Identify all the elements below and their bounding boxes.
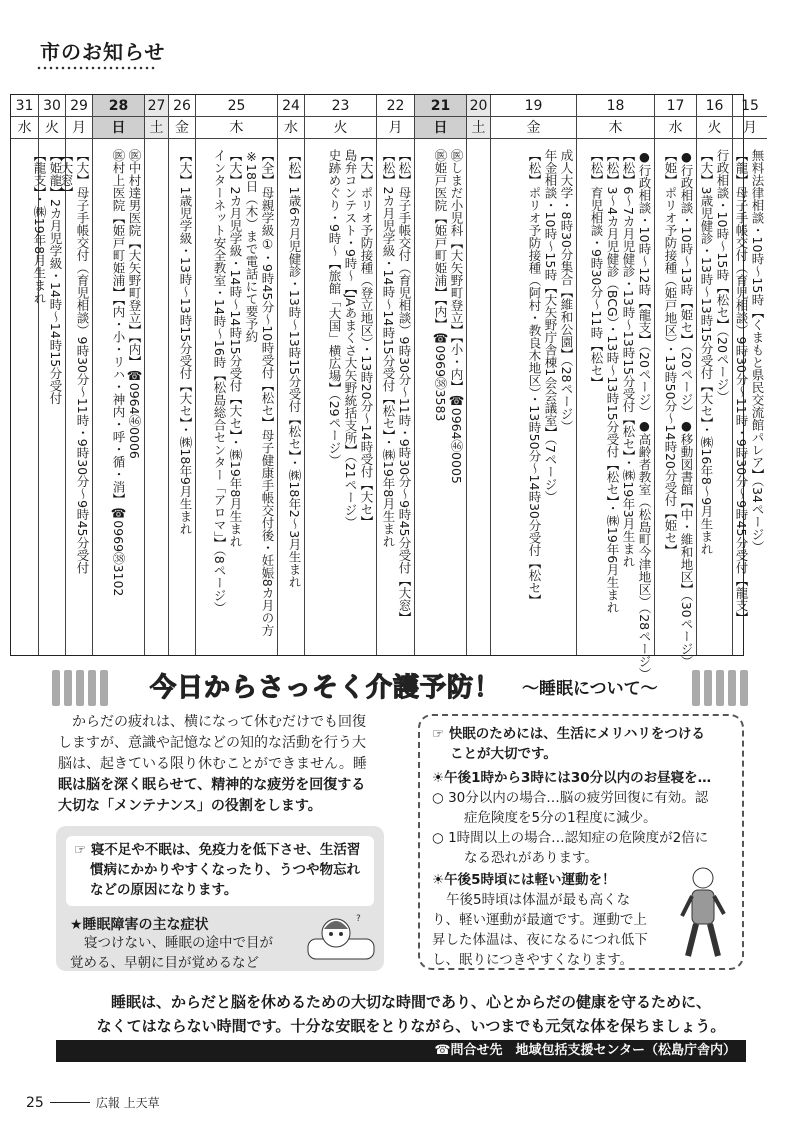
day-number: 25 (196, 95, 277, 117)
title-underline-dots (36, 66, 156, 70)
weekday: 木 (577, 117, 654, 139)
publication-name: 広報 上天草 (95, 1096, 160, 1110)
day-number: 15 (733, 95, 767, 117)
day-number: 21 (415, 95, 466, 117)
day-number: 19 (491, 95, 576, 117)
weekday: 火 (39, 117, 65, 139)
day-number: 26 (169, 95, 195, 117)
event-entry: ㊩中村達男医院【大矢野町登立】【内】☎0964㊻0006 (127, 149, 142, 459)
exercise-text: り、軽い運動が最適です。運動で上 (432, 912, 647, 928)
day-events (577, 143, 654, 681)
weekday: 日 (93, 117, 144, 139)
symptoms-line: 覚める、早朝に目が覚めるなど (70, 955, 259, 971)
day-number: 24 (278, 95, 304, 117)
day-column (466, 95, 490, 655)
nap-point: ○ 30分以内の場合…脳の疲労回復に有効。認 (432, 790, 709, 806)
exercise-subheading: ☀午後5時頃には軽い運動を！ (432, 872, 616, 888)
warning-note (66, 836, 374, 906)
day-column (304, 95, 376, 655)
day-events (697, 143, 732, 655)
event-entry: インターネット安全教室・14時～16時【松島総合センター「アロマ」】（8ページ） (212, 149, 227, 614)
summary-line: 睡眠は、からだと脳を休めるための大切な時間であり、心とからだの健康を守るために、 (110, 993, 711, 1011)
intro-text (58, 712, 398, 817)
day-events (415, 143, 466, 655)
day-number: 17 (655, 95, 696, 117)
day-number: 30 (39, 95, 65, 117)
event-entry: 【大窓】 (59, 149, 74, 199)
day-column (277, 95, 304, 655)
event-entry: 【大】2カ月児学級・14時～14時15分受付【大セ】・㈱19年8月生まれ (228, 149, 243, 548)
event-entry: ㊩村上医院【姫戸町姫浦】【内・小・リハ・神内・呼・循・消】☎0969㊳3102 (111, 149, 126, 597)
event-entry: 【龍支】・㈱19年8月生まれ (32, 149, 47, 305)
tips-heading-line: ことが大切です。 (450, 746, 557, 762)
weekday: 月 (66, 117, 92, 139)
day-column (144, 95, 168, 655)
exercise-text: 昇した体温は、夜になるにつれ低下 (432, 932, 648, 948)
intro-line: しますが、意識や記憶などの知的な活動を行う大 (58, 735, 366, 751)
nap-subheading: ☀午後1時から3時には30分以内のお昼寝を… (432, 770, 712, 786)
sleep-tips-box (418, 714, 744, 970)
weekday: 月 (733, 117, 767, 139)
day-events (305, 143, 376, 655)
day-events (278, 143, 304, 655)
event-entry: 史跡めぐり・9時～【旅館「大国」横広場】（29ページ） (327, 149, 342, 467)
event-entry: 【龍】母子手帳交付（育児相談）9時30分～11時・9時30分～9時45分受付【龍支】 (734, 149, 749, 624)
day-column (92, 95, 144, 655)
day-number: 29 (66, 95, 92, 117)
intro-line: 眠は脳を深く眠らせて、精神的な疲労を回復する (58, 777, 366, 793)
event-entry: 無料法律相談・10時～15時【くまもと県民交流館パレア】（34ページ） (750, 149, 765, 553)
nap-point: ○ 1時間以上の場合…認知症の危険度が2倍に (432, 830, 709, 846)
day-events (93, 143, 144, 655)
walking-man-illustration (676, 864, 730, 960)
day-events (467, 143, 490, 655)
care-prevention-banner (52, 668, 752, 708)
symptoms-text (70, 933, 300, 973)
event-entry: 【松】育児相談・9時30分～11時【松セ】 (589, 149, 604, 389)
day-events (655, 143, 696, 668)
day-number: 27 (145, 95, 168, 117)
day-column (195, 95, 277, 655)
sleepless-woman-illustration (306, 909, 376, 963)
banner-stripes-right (692, 670, 748, 706)
footer-rule (50, 1102, 90, 1103)
banner-stripes-left (52, 670, 108, 706)
weekday: 水 (278, 117, 304, 139)
event-entry: ●行政相談・10時～12時【龍支】（20ページ）●高齢者教室（松島町今津地区）（28ページ） (637, 149, 652, 681)
event-entry: 【全】母親学級①・9時45分～10時受付【松セ】母子健康手帳交付後・妊娠8カ月の方 (260, 149, 275, 637)
sleep-deprivation-box (56, 826, 384, 971)
weekday: 土 (467, 117, 490, 139)
day-events (145, 143, 168, 655)
event-entry: ㊩姫戸医院【姫戸町姫浦】【内】☎0969㊳3583 (433, 149, 448, 422)
event-entry: ※18日（木）まで電話にて要予約 (244, 149, 259, 343)
intro-line: 大切な「メンテナンス」の役割をします。 (58, 798, 322, 814)
banner-subtitle: ～睡眠について～ (522, 679, 658, 699)
symptoms-title: ★睡眠障害の主な症状 (70, 917, 209, 933)
day-number: 16 (697, 95, 732, 117)
weekday: 日 (415, 117, 466, 139)
summary-line: なくてはならない時間です。十分な安眠をとりながら、いつまでも元気な体を保ちましょう。 (96, 1017, 726, 1035)
event-entry: 【姫龍】2カ月児学級・14時～14時15分受付 (48, 149, 63, 405)
contact-bar: ☎問合せ先 地域包括支援センター（松島庁舎内） (56, 1040, 746, 1062)
tips-heading-line: 快眠のためには、生活にメリハリをつける (448, 726, 705, 742)
event-entry: 年金相談・10時～15時【大矢野庁舎棟1会会議室】（7ページ） (543, 149, 558, 503)
event-entry: 【姫】ポリオ予防接種（姫戸地区）・13時50分～14時20分受付【姫セ】 (663, 149, 678, 557)
day-events (59, 143, 92, 655)
day-column (654, 95, 696, 668)
warning-line: 慣病にかかりやすくなったり、うつや物忘れ (90, 862, 360, 878)
weekday: 水 (11, 117, 38, 139)
nap-point: なる恐れがあります。 (464, 850, 598, 866)
banner-title: 今日からさっそく介護予防！ (150, 673, 502, 703)
event-entry: 【松】6～7カ月児健診・13時～13時15分受付【松セ】・㈱19年3月生まれ (621, 149, 636, 568)
event-entry: 【松】母子手帳交付（育児相談）9時30分～11時・9時30分～9時45分受付【大窓】 (397, 149, 412, 624)
weekday: 金 (169, 117, 195, 139)
day-number: 22 (377, 95, 414, 117)
day-events (377, 143, 414, 655)
event-entry: 【大】1歳児学級・13時～13時15分受付【大セ】・㈱18年9月生まれ (178, 149, 193, 535)
page-title: 市のお知らせ (40, 40, 166, 64)
svg-text:?: ? (356, 914, 361, 924)
intro-line: 脳は、起きている限り休むことができません。睡 (58, 756, 367, 772)
warning-line: などの原因になります。 (90, 882, 238, 898)
weekday: 土 (145, 117, 168, 139)
day-column (59, 95, 92, 655)
event-entry: 島弁コンテスト・9時～【JAあまくさ大矢野統括支所】（21ページ） (343, 149, 358, 529)
day-column (732, 95, 767, 655)
event-entry: 行政相談・10時～15時【松セ】（20ページ） (715, 149, 730, 403)
day-events (169, 143, 195, 655)
day-number: 31 (11, 95, 38, 117)
summary-text (66, 990, 756, 1038)
day-column (168, 95, 195, 655)
nap-point: 症危険度を5分の1程度に減少。 (464, 810, 657, 826)
weekday: 月 (377, 117, 414, 139)
event-entry: 【松】ポリオ予防接種（阿村・教良木地区）・13時50分～14時30分受付【松セ】 (527, 149, 542, 607)
symptoms-line: 寝つけない、睡眠の途中で目が (84, 935, 273, 951)
day-number: 28 (93, 95, 144, 117)
event-entry: 【松】3～4カ月児健診（BCG）・13時～13時15分受付【松セ】・㈱19年6月生まれ (605, 149, 620, 614)
day-number: 20 (467, 95, 490, 117)
weekday: 火 (697, 117, 732, 139)
day-events (196, 143, 277, 655)
page-number: 25 (26, 1094, 44, 1111)
day-events (491, 143, 576, 655)
event-entry: ●行政相談・10時～13時【姫セ】（20ページ）●移動図書館【中・維和地区】（30ページ） (679, 149, 694, 668)
day-events (733, 143, 767, 655)
day-column (490, 95, 576, 655)
weekday: 金 (491, 117, 576, 139)
event-entry: 【松】1歳6カ月児健診・13時～13時15分受付【松セ】・㈱18年2～3月生まれ (287, 149, 302, 589)
event-entry: 成人大学・8時30分集合【維和公園】（28ページ） (559, 149, 574, 433)
exercise-text: 午後5時頃は体温が最も高くな (446, 892, 631, 908)
day-column (414, 95, 466, 655)
day-column (376, 95, 414, 655)
event-entry: 【大】3歳児健診・13時～13時15分受付【大セ】・㈱16年8～9月生まれ (699, 149, 714, 556)
event-entry: 【松】2カ月児学級・14時～14時15分受付【松セ】・㈱19年8月生まれ (381, 149, 396, 548)
page-footer (26, 1094, 160, 1111)
hand-pointer-icon: ☞ (74, 842, 87, 858)
hand-pointer-icon: ☞ (432, 726, 445, 742)
event-entry: ㊩しまだ小児科【大矢野町登立】【小・内】☎0964㊻0005 (449, 149, 464, 484)
weekday: 火 (305, 117, 376, 139)
day-number: 18 (577, 95, 654, 117)
weekday: 水 (655, 117, 696, 139)
warning-line: 寝不足や不眠は、免疫力を低下させ、生活習 (90, 842, 361, 858)
day-column (576, 95, 654, 681)
event-calendar (10, 94, 765, 681)
event-entry: 【大】母子手帳交付（育児相談）9時30分～11時・9時30分～9時45分受付 (75, 149, 90, 574)
day-number: 23 (305, 95, 376, 117)
exercise-text: し、眠りにつきやすくなります。 (432, 952, 634, 968)
tips-heading (432, 724, 705, 744)
event-entry: 【大】ポリオ予防接種（登立地区）・13時20分～14時受付【大セ】 (359, 149, 374, 528)
day-column (696, 95, 732, 655)
intro-line: からだの疲れは、横になって休むだけでも回復 (72, 714, 366, 730)
weekday: 木 (196, 117, 277, 139)
